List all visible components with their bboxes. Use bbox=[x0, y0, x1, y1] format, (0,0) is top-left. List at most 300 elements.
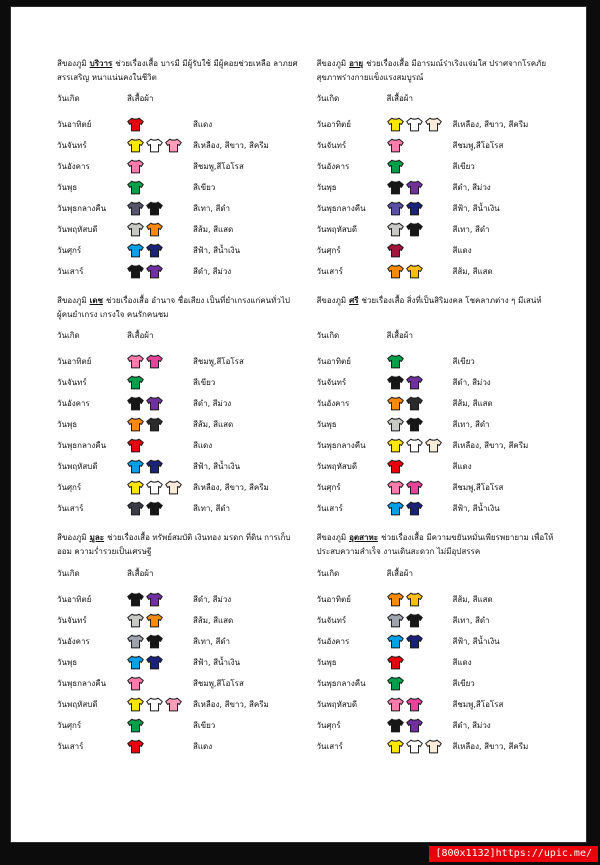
day-label: วันจันทร์ bbox=[57, 378, 87, 388]
color-names: สีดำ, สีม่วง bbox=[452, 720, 491, 730]
shirt-icons bbox=[387, 459, 445, 474]
shirt-icon bbox=[146, 417, 163, 432]
color-names: สีแดง bbox=[193, 741, 213, 751]
shirt-icon bbox=[406, 201, 423, 216]
shirt-icon bbox=[387, 417, 404, 432]
table-row bbox=[57, 177, 299, 198]
day-label: วันจันทร์ bbox=[316, 141, 347, 151]
day-label: วันพุธ bbox=[57, 657, 78, 667]
shirt-icon bbox=[387, 201, 404, 216]
color-names: สีฟ้า, สีน้ำเงิน bbox=[193, 462, 241, 472]
shirt-icon bbox=[387, 138, 404, 153]
color-names: สีเทา, สีดำ bbox=[193, 204, 231, 214]
color-names: สีดำ, สีม่วง bbox=[193, 594, 232, 604]
section-header bbox=[317, 531, 559, 558]
color-names: สีชมพู,สีโอโรส bbox=[452, 483, 504, 493]
shirt-icon bbox=[406, 718, 423, 733]
day-label: วันอาทิตย์ bbox=[57, 594, 92, 604]
day-label: วันอังคาร bbox=[57, 399, 90, 409]
shirt-icons bbox=[387, 501, 445, 516]
shirt-icon bbox=[406, 592, 423, 607]
color-section bbox=[317, 57, 559, 282]
shirt-icon bbox=[146, 243, 163, 258]
color-names: สีชมพู,สีโอโรส bbox=[193, 357, 244, 367]
day-label: วันเสาร์ bbox=[316, 267, 343, 277]
shirt-icons bbox=[127, 655, 185, 670]
shirt-icon bbox=[165, 138, 182, 153]
column-shirt-color: สีเสื้อผ้า bbox=[127, 568, 154, 578]
shirt-icon bbox=[387, 634, 404, 649]
day-label: วันพุธ bbox=[316, 657, 337, 667]
shirt-icon bbox=[146, 655, 163, 670]
shirt-icons bbox=[127, 613, 185, 628]
shirt-icons bbox=[387, 117, 445, 132]
shirt-icon bbox=[146, 222, 163, 237]
shirt-icons bbox=[127, 138, 185, 153]
table-row bbox=[317, 372, 559, 393]
table-row bbox=[317, 240, 559, 261]
color-names: สีส้ม, สีแสด bbox=[193, 420, 234, 430]
color-names: สีฟ้า, สีน้ำเงิน bbox=[452, 504, 500, 514]
shirt-icon bbox=[387, 501, 404, 516]
color-names: สีแดง bbox=[452, 462, 472, 472]
table-rows bbox=[57, 114, 299, 282]
shirt-icon bbox=[387, 438, 404, 453]
shirt-icon bbox=[387, 222, 404, 237]
table-row bbox=[57, 610, 299, 631]
day-label: วันเสาร์ bbox=[57, 504, 84, 514]
shirt-icon bbox=[127, 264, 144, 279]
day-label: วันเสาร์ bbox=[316, 741, 343, 751]
color-names: สีดำ, สีม่วง bbox=[452, 378, 491, 388]
table-row bbox=[57, 589, 299, 610]
day-label: วันจันทร์ bbox=[57, 615, 87, 625]
shirt-icons bbox=[127, 264, 185, 279]
shirt-icon bbox=[146, 592, 163, 607]
shirt-icons bbox=[127, 117, 185, 132]
color-section bbox=[317, 294, 559, 519]
table-header bbox=[57, 92, 299, 105]
shirt-icons bbox=[127, 501, 185, 516]
shirt-icon bbox=[127, 718, 144, 733]
day-label: วันพุธ bbox=[57, 183, 78, 193]
day-label: วันศุกร์ bbox=[316, 483, 341, 493]
color-names: สีเขียว bbox=[452, 162, 475, 172]
column-shirt-color: สีเสื้อผ้า bbox=[127, 331, 154, 341]
table-row bbox=[57, 219, 299, 240]
table-row bbox=[317, 498, 559, 519]
color-names: สีดำ, สีม่วง bbox=[452, 183, 491, 193]
day-label: วันศุกร์ bbox=[316, 246, 341, 256]
section-header bbox=[57, 57, 299, 84]
table-row bbox=[57, 456, 299, 477]
shirt-icon bbox=[127, 138, 144, 153]
day-label: วันพุธกลางคืน bbox=[316, 678, 366, 688]
shirt-icon bbox=[406, 375, 423, 390]
day-label: วันพฤหัสบดี bbox=[316, 225, 358, 235]
color-names: สีเหลือง, สีขาว, สีครีม bbox=[193, 699, 269, 709]
shirt-icon bbox=[387, 676, 404, 691]
table-row bbox=[57, 240, 299, 261]
shirt-icon bbox=[146, 138, 163, 153]
shirt-icons bbox=[127, 438, 185, 453]
table-row bbox=[57, 498, 299, 519]
section-header bbox=[57, 294, 299, 321]
shirt-icons bbox=[127, 697, 185, 712]
shirt-icon bbox=[425, 739, 442, 754]
shirt-icons bbox=[387, 264, 445, 279]
shirt-icon bbox=[146, 613, 163, 628]
shirt-icons bbox=[387, 354, 445, 369]
shirt-icons bbox=[387, 417, 445, 432]
day-label: วันพุธ bbox=[316, 183, 337, 193]
color-names: สีเหลือง, สีขาว, สีครีม bbox=[452, 741, 529, 751]
color-names: สีแดง bbox=[193, 120, 213, 130]
section-keyword: เดช bbox=[89, 296, 103, 306]
shirt-icon bbox=[146, 396, 163, 411]
day-label: วันพุธกลางคืน bbox=[57, 678, 107, 688]
shirt-icon bbox=[387, 375, 404, 390]
section-keyword: มูละ bbox=[89, 533, 105, 543]
color-names: สีส้ม, สีแสด bbox=[452, 399, 493, 409]
document-page bbox=[10, 6, 587, 843]
shirt-icons bbox=[127, 417, 185, 432]
day-label: วันเสาร์ bbox=[316, 504, 343, 514]
shirt-icon bbox=[406, 739, 423, 754]
day-label: วันศุกร์ bbox=[57, 246, 82, 256]
shirt-icons bbox=[387, 159, 445, 174]
table-row bbox=[317, 219, 559, 240]
shirt-icon bbox=[406, 180, 423, 195]
color-names: สีชมพู,สีโอโรส bbox=[193, 162, 244, 172]
section-keyword: อายุ bbox=[349, 59, 364, 68]
section-header-prefix: สีของภูมิ bbox=[57, 59, 87, 68]
color-names: สีฟ้า, สีน้ำเงิน bbox=[452, 204, 500, 214]
table-header bbox=[57, 567, 299, 580]
section-header-prefix: สีของภูมิ bbox=[316, 533, 347, 543]
table-rows bbox=[317, 114, 559, 282]
shirt-icon bbox=[165, 697, 182, 712]
color-names: สีเขียว bbox=[193, 720, 216, 730]
column-birthday: วันเกิด bbox=[57, 568, 80, 578]
shirt-icon bbox=[387, 718, 404, 733]
day-label: วันจันทร์ bbox=[316, 378, 347, 388]
shirt-icon bbox=[127, 396, 144, 411]
day-label: วันพฤหัสบดี bbox=[57, 225, 98, 235]
color-names: สีแดง bbox=[193, 441, 213, 451]
shirt-icon bbox=[387, 264, 404, 279]
shirt-icons bbox=[127, 222, 185, 237]
section-header-prefix: สีของภูมิ bbox=[57, 296, 87, 306]
shirt-icon bbox=[146, 201, 163, 216]
section-header bbox=[317, 294, 559, 321]
day-label: วันอาทิตย์ bbox=[316, 357, 351, 367]
color-names: สีฟ้า, สีน้ำเงิน bbox=[193, 657, 241, 667]
section-description: ช่วยเรื่องเสื้อ ทรัพย์สมบัติ เงินทอง มรดก ที่ดิน การเก็บออม ความร่ำรวยเป็นเศรษฐี bbox=[57, 533, 291, 556]
shirt-icon bbox=[146, 697, 163, 712]
shirt-icons bbox=[387, 201, 445, 216]
column-shirt-color: สีเสื้อผ้า bbox=[386, 568, 413, 578]
table-row bbox=[57, 631, 299, 652]
shirt-icon bbox=[387, 592, 404, 607]
table-header bbox=[57, 329, 299, 342]
table-header bbox=[317, 329, 559, 342]
table-row bbox=[317, 135, 559, 156]
table-row bbox=[317, 694, 559, 715]
section-header-prefix: สีของภูมิ bbox=[316, 59, 347, 68]
day-label: วันอังคาร bbox=[316, 636, 350, 646]
table-row bbox=[57, 652, 299, 673]
day-label: วันอังคาร bbox=[316, 399, 350, 409]
shirt-icon bbox=[406, 501, 423, 516]
section-keyword: อุตสาหะ bbox=[349, 533, 379, 543]
shirt-icon bbox=[127, 501, 144, 516]
day-label: วันจันทร์ bbox=[57, 141, 87, 151]
shirt-icon bbox=[127, 697, 144, 712]
section-description: ช่วยเรื่องเสื้อ มีอารมณ์ร่าเริงแจ่มใส ปราศจากโรคภัย สุขภาพร่างกายแข็งแรงสมบูรณ์ bbox=[316, 59, 547, 82]
table-header bbox=[317, 567, 559, 580]
shirt-icon bbox=[127, 676, 144, 691]
table-row bbox=[317, 393, 559, 414]
section-header bbox=[57, 531, 299, 558]
color-names: สีเหลือง, สีขาว, สีครีม bbox=[452, 120, 529, 130]
table-row bbox=[317, 456, 559, 477]
shirt-icons bbox=[387, 180, 445, 195]
table-rows bbox=[317, 589, 559, 757]
color-names: สีชมพู,สีโอโรส bbox=[452, 699, 504, 709]
color-names: สีแดง bbox=[452, 657, 472, 667]
table-row bbox=[57, 673, 299, 694]
color-names: สีเหลือง, สีขาว, สีครีม bbox=[452, 441, 529, 451]
table-row bbox=[57, 393, 299, 414]
color-names: สีเทา, สีดำ bbox=[452, 420, 490, 430]
shirt-icon bbox=[127, 634, 144, 649]
day-label: วันอาทิตย์ bbox=[316, 120, 351, 130]
section-description: ช่วยเรื่องเสื้อ บารมี มีผู้รับใช้ มีผู้คอยช่วยเหลือ ลาภยศสรรเสริญ หนาแน่นคงในชีวิต bbox=[57, 59, 298, 82]
table-row bbox=[317, 351, 559, 372]
day-label: วันศุกร์ bbox=[316, 720, 341, 730]
shirt-icon bbox=[406, 264, 423, 279]
shirt-icon bbox=[127, 592, 144, 607]
shirt-icon bbox=[387, 739, 404, 754]
shirt-icon bbox=[387, 396, 404, 411]
color-names: สีเทา, สีดำ bbox=[452, 615, 490, 625]
shirt-icons bbox=[127, 634, 185, 649]
shirt-icon bbox=[127, 417, 144, 432]
table-row bbox=[317, 114, 559, 135]
color-names: สีเทา, สีดำ bbox=[193, 504, 231, 514]
color-names: สีส้ม, สีแสด bbox=[193, 225, 234, 235]
table-row bbox=[57, 261, 299, 282]
shirt-icon bbox=[127, 222, 144, 237]
table-row bbox=[317, 715, 559, 736]
section-header bbox=[317, 57, 559, 84]
shirt-icon bbox=[127, 480, 144, 495]
table-row bbox=[317, 589, 559, 610]
day-label: วันพุธกลางคืน bbox=[57, 204, 107, 214]
shirt-icon bbox=[127, 459, 144, 474]
shirt-icons bbox=[387, 676, 445, 691]
shirt-icon bbox=[127, 354, 144, 369]
day-label: วันพุธกลางคืน bbox=[316, 204, 366, 214]
day-label: วันอังคาร bbox=[57, 162, 90, 172]
color-names: สีส้ม, สีแสด bbox=[193, 615, 234, 625]
column-birthday: วันเกิด bbox=[57, 94, 80, 104]
table-row bbox=[57, 156, 299, 177]
shirt-icon bbox=[127, 180, 144, 195]
shirt-icons bbox=[387, 438, 445, 453]
shirt-icon bbox=[387, 354, 404, 369]
color-names: สีดำ, สีม่วง bbox=[193, 399, 232, 409]
table-row bbox=[57, 135, 299, 156]
sections-grid bbox=[11, 7, 586, 769]
table-row bbox=[57, 694, 299, 715]
shirt-icon bbox=[406, 222, 423, 237]
color-names: สีเทา, สีดำ bbox=[452, 225, 490, 235]
table-rows bbox=[317, 351, 559, 519]
shirt-icons bbox=[127, 739, 185, 754]
shirt-icon bbox=[387, 459, 404, 474]
color-names: สีแดง bbox=[452, 246, 472, 256]
day-label: วันพุธกลางคืน bbox=[57, 441, 107, 451]
color-names: สีเหลือง, สีขาว, สีครีม bbox=[193, 141, 269, 151]
section-header-prefix: สีของภูมิ bbox=[316, 296, 347, 306]
day-label: วันพฤหัสบดี bbox=[316, 699, 358, 709]
table-rows bbox=[57, 589, 299, 757]
shirt-icon bbox=[146, 354, 163, 369]
shirt-icons bbox=[387, 613, 445, 628]
section-keyword: บริวาร bbox=[89, 59, 113, 68]
shirt-icon bbox=[127, 739, 144, 754]
shirt-icon bbox=[146, 264, 163, 279]
column-birthday: วันเกิด bbox=[316, 94, 340, 104]
table-row bbox=[57, 414, 299, 435]
shirt-icon bbox=[406, 117, 423, 132]
day-label: วันอาทิตย์ bbox=[316, 594, 351, 604]
color-section bbox=[57, 294, 299, 519]
table-row bbox=[317, 610, 559, 631]
shirt-icons bbox=[387, 138, 445, 153]
shirt-icons bbox=[127, 159, 185, 174]
shirt-icon bbox=[127, 117, 144, 132]
shirt-icons bbox=[127, 459, 185, 474]
day-label: วันจันทร์ bbox=[316, 615, 347, 625]
table-row bbox=[317, 652, 559, 673]
color-names: สีชมพู,สีโอโรส bbox=[452, 141, 504, 151]
section-description: ช่วยเรื่องเสื้อ สิ่งที่เป็นสิริมงคล โชคลาภต่าง ๆ มีเสน่ห์ bbox=[361, 296, 542, 306]
shirt-icon bbox=[387, 613, 404, 628]
shirt-icons bbox=[387, 739, 445, 754]
shirt-icon bbox=[406, 697, 423, 712]
shirt-icon bbox=[127, 438, 144, 453]
shirt-icons bbox=[127, 592, 185, 607]
table-row bbox=[57, 736, 299, 757]
table-row bbox=[57, 372, 299, 393]
table-row bbox=[317, 477, 559, 498]
color-names: สีฟ้า, สีน้ำเงิน bbox=[452, 636, 500, 646]
shirt-icon bbox=[165, 480, 182, 495]
shirt-icon bbox=[406, 417, 423, 432]
shirt-icon bbox=[387, 697, 404, 712]
shirt-icons bbox=[387, 697, 445, 712]
shirt-icons bbox=[387, 243, 445, 258]
table-header bbox=[317, 92, 559, 105]
color-names: สีเขียว bbox=[452, 357, 475, 367]
column-birthday: วันเกิด bbox=[316, 568, 340, 578]
shirt-icon bbox=[127, 243, 144, 258]
section-header-prefix: สีของภูมิ bbox=[57, 533, 87, 543]
column-shirt-color: สีเสื้อผ้า bbox=[386, 331, 413, 341]
column-shirt-color: สีเสื้อผ้า bbox=[127, 94, 154, 104]
shirt-icons bbox=[127, 480, 185, 495]
shirt-icons bbox=[127, 718, 185, 733]
shirt-icon bbox=[146, 501, 163, 516]
color-names: สีเขียว bbox=[193, 183, 216, 193]
shirt-icon bbox=[387, 180, 404, 195]
shirt-icon bbox=[406, 613, 423, 628]
shirt-icons bbox=[127, 201, 185, 216]
day-label: วันศุกร์ bbox=[57, 483, 82, 493]
day-label: วันศุกร์ bbox=[57, 720, 82, 730]
table-row bbox=[57, 435, 299, 456]
shirt-icon bbox=[387, 655, 404, 670]
shirt-icons bbox=[127, 375, 185, 390]
table-row bbox=[57, 114, 299, 135]
shirt-icons bbox=[387, 718, 445, 733]
section-keyword: ศรี bbox=[349, 296, 359, 306]
shirt-icons bbox=[387, 480, 445, 495]
day-label: วันพุธ bbox=[57, 420, 78, 430]
color-section bbox=[57, 531, 299, 756]
shirt-icon bbox=[146, 480, 163, 495]
shirt-icon bbox=[425, 438, 442, 453]
shirt-icons bbox=[127, 396, 185, 411]
shirt-icon bbox=[127, 201, 144, 216]
color-names: สีเทา, สีดำ bbox=[193, 636, 231, 646]
shirt-icons bbox=[387, 222, 445, 237]
day-label: วันเสาร์ bbox=[57, 741, 84, 751]
shirt-icon bbox=[406, 396, 423, 411]
section-description: ช่วยเรื่องเสื้อ อำนาจ ชื่อเสียง เป็นที่ยำเกรงแก่คนทั่วไป ผู้คนยำเกรง เกรงใจ คนรักคนชม bbox=[57, 296, 290, 319]
shirt-icons bbox=[127, 676, 185, 691]
shirt-icons bbox=[127, 243, 185, 258]
table-row bbox=[317, 673, 559, 694]
shirt-icon bbox=[387, 480, 404, 495]
shirt-icon bbox=[127, 375, 144, 390]
table-row bbox=[317, 198, 559, 219]
watermark-badge: [800x1132]https://upic.me/ bbox=[429, 846, 598, 862]
shirt-icon bbox=[387, 243, 404, 258]
table-row bbox=[317, 156, 559, 177]
column-birthday: วันเกิด bbox=[57, 331, 80, 341]
day-label: วันเสาร์ bbox=[57, 267, 84, 277]
shirt-icon bbox=[406, 480, 423, 495]
section-description: ช่วยเรื่องเสื้อ มีความขยันหมั่นเพียรพยายาม เพื่อให้ประสบความสำเร็จ งานเดินสะดวก ไม่มีอุปสรรค bbox=[316, 533, 554, 556]
day-label: วันอาทิตย์ bbox=[57, 357, 92, 367]
table-row bbox=[57, 351, 299, 372]
day-label: วันพฤหัสบดี bbox=[57, 462, 98, 472]
table-row bbox=[57, 715, 299, 736]
shirt-icon bbox=[406, 438, 423, 453]
shirt-icon bbox=[406, 634, 423, 649]
column-birthday: วันเกิด bbox=[316, 331, 340, 341]
shirt-icons bbox=[387, 396, 445, 411]
color-names: สีฟ้า, สีน้ำเงิน bbox=[193, 246, 241, 256]
day-label: วันอังคาร bbox=[57, 636, 90, 646]
table-row bbox=[57, 477, 299, 498]
shirt-icon bbox=[387, 159, 404, 174]
color-names: สีเหลือง, สีขาว, สีครีม bbox=[193, 483, 269, 493]
